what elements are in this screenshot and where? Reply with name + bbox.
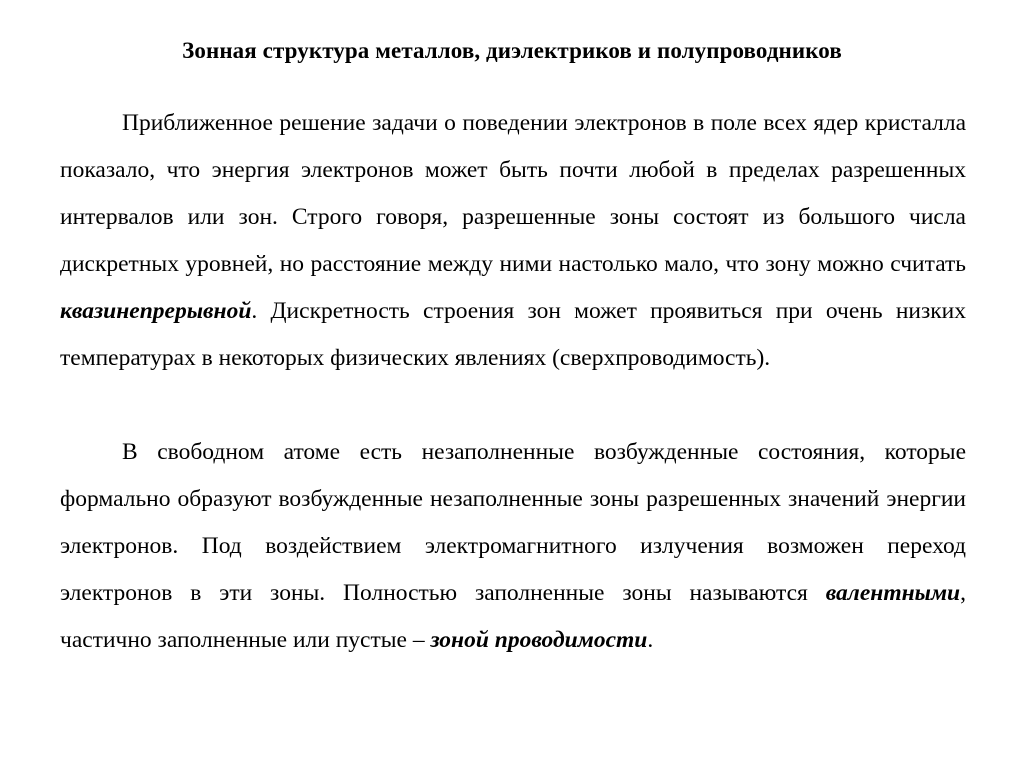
emphasized-term: валентными <box>825 580 961 606</box>
slide-title: Зонная структура металлов, диэлектриков и полупроводников <box>182 38 842 63</box>
emphasized-term: квазинепрерывной <box>60 298 252 324</box>
paragraph-1: Приближенное решение задачи о поведении электронов в поле всех ядер кристалла показало, что энергия электронов может быть почти любой в пределах разрешенных интервалов или зон. Строго говоря, разрешенные зоны состоят из большого числа дискретных уровней, но расстояние между ними настолько мало, что зону можно считать квазинепрерывной. Дискретность строения зон может проявиться при очень низких температурах в некоторых физических явлениях (сверхпроводимость). <box>60 110 966 371</box>
emphasized-term: зоной проводимости <box>430 627 648 653</box>
slide-body <box>60 100 966 664</box>
paragraph-2: В свободном атоме есть незаполненные возбужденные состояния, которые формально образуют возбужденные незаполненные зоны разрешенных значений энергии электронов. Под воздействием электромагнитного излучения возможен переход электронов в эти зоны. Полностью заполненные зоны называются валентными, частично заполненные или пустые – зоной проводимости. <box>60 439 966 653</box>
